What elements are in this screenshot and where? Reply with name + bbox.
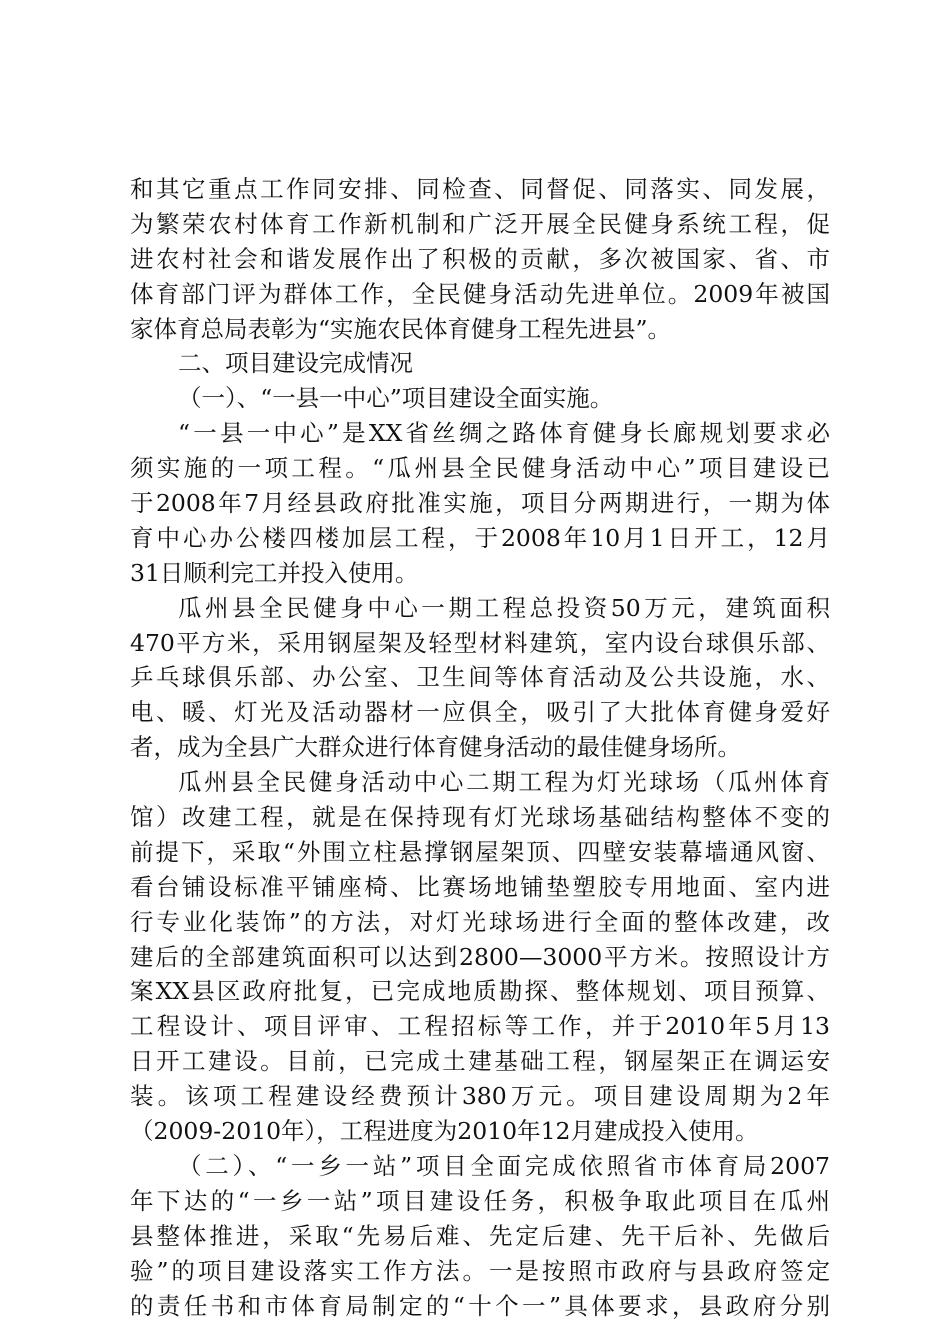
text-line: 者，成为全县广大群众进行体育健身活动的最佳健身场所。 (130, 733, 741, 762)
text-line: 体育部门评为群体工作，全民健身活动先进单位。2009年被国 (130, 279, 830, 308)
subsection-heading: （一）、“一县一中心”项目建设全面实施。 (178, 384, 614, 413)
subsection-heading: （二）、“一乡一站”项目全面完成依照省市体育局2007 (178, 1151, 830, 1180)
text-line: 馆）改建工程，就是在保持现有灯光球场基础结构整体不变的 (130, 803, 830, 832)
text-line: 日开工建设。目前，已完成土建基础工程，钢屋架正在调运安 (130, 1047, 830, 1076)
text-line: 看台铺设标准平铺座椅、比赛场地铺垫塑胶专用地面、室内进 (130, 872, 830, 901)
text-line: 装。该项工程建设经费预计380万元。项目建设周期为2年 (130, 1082, 830, 1111)
text-line: 于2008年7月经县政府批准实施，项目分两期进行，一期为体 (130, 489, 830, 518)
text-line: 工程设计、项目评审、工程招标等工作，并于2010年5月13 (130, 1012, 830, 1041)
text-line: 验”的项目建设落实工作方法。一是按照市政府与县政府签定 (130, 1256, 830, 1285)
section-heading: 二、项目建设完成情况 (178, 349, 413, 378)
text-line: 470平方米，采用钢屋架及轻型材料建筑，室内设台球俱乐部、 (130, 628, 830, 657)
text-line: 案XX县区政府批复，已完成地质勘探、整体规划、项目预算、 (130, 977, 830, 1006)
text-line: （2009-2010年），工程进度为2010年12月建成投入使用。 (130, 1117, 759, 1146)
text-line: 电、暖、灯光及活动器材一应俱全，吸引了大批体育健身爱好 (130, 698, 830, 727)
document-body (130, 172, 830, 1323)
text-line: 31日顺利完工并投入使用。 (130, 558, 419, 587)
text-line: 年下达的“一乡一站”项目建设任务，积极争取此项目在瓜州 (130, 1186, 830, 1215)
text-line: 县整体推进，采取“先易后难、先定后建、先干后补、先做后 (130, 1221, 830, 1250)
text-line: 前提下，采取“外围立柱悬撑钢屋架顶、四壁安装幕墙通风窗、 (130, 837, 830, 866)
text-line: 家体育总局表彰为“实施农民体育健身工程先进县”。 (130, 314, 672, 343)
text-line: 育中心办公楼四楼加层工程，于2008年10月1日开工，12月 (130, 523, 830, 552)
text-line: 行专业化装饰”的方法，对灯光球场进行全面的整体改建，改 (130, 907, 830, 936)
text-line: 瓜州县全民健身活动中心二期工程为灯光球场（瓜州体育 (178, 768, 830, 797)
text-line: 瓜州县全民健身中心一期工程总投资50万元，建筑面积 (178, 593, 830, 622)
text-line: 乒乓球俱乐部、办公室、卫生间等体育活动及公共设施，水、 (130, 663, 830, 692)
text-line: 进农村社会和谐发展作出了积极的贡献，多次被国家、省、市 (130, 244, 830, 273)
text-line: “一县一中心”是XX省丝绸之路体育健身长廊规划要求必 (178, 419, 830, 448)
text-line: 的责任书和市体育局制定的“十个一”具体要求，县政府分别 (130, 1291, 830, 1320)
text-line: 建后的全部建筑面积可以达到2800—3000平方米。按照设计方 (130, 942, 830, 971)
text-line: 须实施的一项工程。“瓜州县全民健身活动中心”项目建设已 (130, 454, 830, 483)
text-line: 和其它重点工作同安排、同检查、同督促、同落实、同发展， (130, 175, 830, 203)
text-line: 为繁荣农村体育工作新机制和广泛开展全民健身系统工程，促 (130, 209, 830, 238)
